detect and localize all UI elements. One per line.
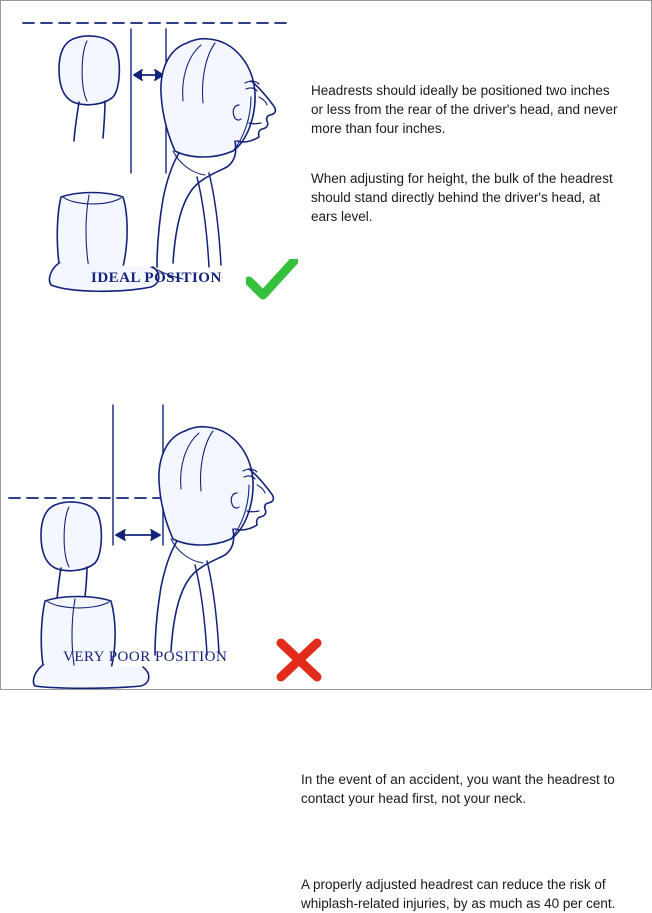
torso-front xyxy=(173,141,236,263)
poor-caption-2: A properly adjusted headrest can reduce the risk of whiplash-related injuries, by as much as 40 per cent. xyxy=(301,877,616,912)
seatbelt-edge-1 xyxy=(209,173,221,265)
mouth xyxy=(247,511,259,512)
poor-position-label: VERY POOR POSITION xyxy=(63,649,228,665)
headrest-cushion xyxy=(41,502,101,571)
torso-front xyxy=(171,529,234,651)
mouth xyxy=(249,123,261,124)
nose-detail xyxy=(257,485,265,493)
headrest-post-right xyxy=(103,101,105,138)
headrest-post-left xyxy=(74,102,79,141)
poor-position-figure xyxy=(1,345,301,689)
gap-arrow xyxy=(116,530,160,540)
poor-position-illustration xyxy=(1,345,301,689)
seat-cushion xyxy=(33,665,148,688)
seatbelt-edge-1 xyxy=(207,561,219,653)
seatbelt-edge-2 xyxy=(197,177,209,267)
poor-position-panel xyxy=(1,345,651,912)
ideal-position-label: IDEAL POSITION xyxy=(91,270,222,286)
torso-back xyxy=(155,541,177,655)
check-mark-icon xyxy=(246,259,298,301)
cross-mark-icon xyxy=(276,638,322,682)
headrest-post-right xyxy=(85,567,87,597)
poor-caption-1: In the event of an accident, you want the headrest to contact your head first, not your neck. xyxy=(301,772,615,807)
ideal-position-panel xyxy=(1,1,651,345)
torso-back xyxy=(157,153,179,267)
gap-arrow xyxy=(134,70,163,80)
ideal-caption-1: Headrests should ideally be positioned two inches or less from the rear of the driver's head, and never more than four inches. xyxy=(311,83,618,137)
headrest-cushion xyxy=(59,36,119,105)
ideal-caption-2: When adjusting for height, the bulk of the headrest should stand directly behind the driver's head, at ears level. xyxy=(311,171,613,225)
nose-detail xyxy=(259,97,267,105)
headrest-post-left xyxy=(57,568,61,599)
seatbelt-edge-2 xyxy=(195,565,207,655)
